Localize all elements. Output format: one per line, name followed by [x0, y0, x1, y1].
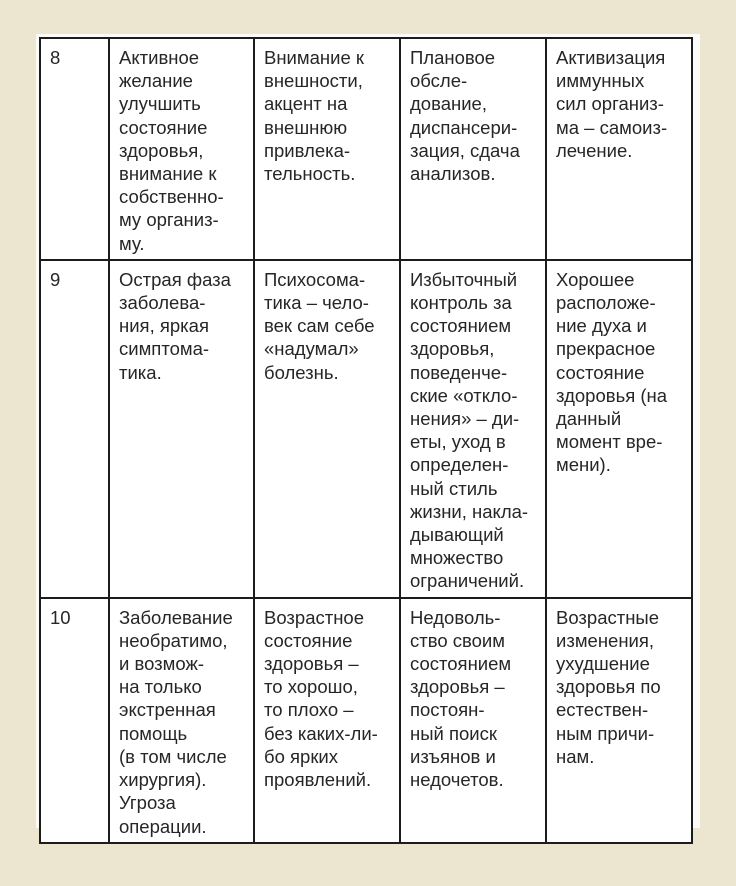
cell-text-line: акцент на [264, 93, 348, 115]
cell-text-line: нения» – ди- [410, 408, 520, 430]
row-number-text: 10 [50, 606, 71, 628]
cell-text-line: еты, уход в [410, 431, 506, 453]
cell-text-line: желание [119, 70, 193, 92]
cell-text-line: внешности, [264, 70, 363, 92]
table-cell [109, 598, 254, 843]
table-cell [400, 38, 546, 260]
cell-text-line: ские «откло- [410, 384, 518, 406]
cell-text-line: Хорошее [556, 268, 635, 290]
table-cell [254, 38, 400, 260]
cell-text-line: дование, [410, 93, 487, 115]
cell-text-line: сил организ- [556, 93, 664, 115]
cell-text-line: момент вре- [556, 431, 663, 453]
cell-text-line: ограничений. [410, 570, 525, 592]
cell-text-line: то хорошо, [264, 676, 358, 698]
cell-text-line: ние духа и [556, 315, 647, 337]
document-page [36, 34, 700, 837]
cell-text-line: то плохо – [264, 699, 354, 721]
cell-text-line: Угроза [119, 792, 176, 814]
cell-text-line: естествен- [556, 699, 649, 721]
cell-text-line: внимание к [119, 163, 217, 185]
cell-text-line: прекрасное [556, 338, 656, 360]
cell-text-line: операции. [119, 815, 207, 837]
cell-text-line: и возмож- [119, 653, 204, 675]
row-number [40, 38, 109, 260]
cell-text-line: состоянием [410, 315, 512, 337]
table-cell [254, 598, 400, 843]
cell-text-line: анализов. [410, 163, 496, 185]
cell-text-line: Внимание к [264, 47, 364, 68]
cell-text-line: здоровья, [119, 139, 204, 161]
cell-text-line: состояние [264, 629, 353, 651]
cell-text-line: мени). [556, 454, 611, 476]
cell-text-line: ство своим [410, 629, 505, 651]
cell-text-line: экстренная [119, 699, 216, 721]
table-cell [109, 38, 254, 260]
cell-text-line: постоян- [410, 699, 485, 721]
cell-text-line: изъянов и [410, 745, 496, 767]
cell-text-line: Активизация [556, 47, 666, 68]
cell-text-line: контроль за [410, 292, 512, 314]
cell-text-line: му организ- [119, 209, 219, 231]
cell-text-line: тика. [119, 361, 162, 383]
cell-text-line: собственно- [119, 186, 224, 208]
cell-text-line: Возрастное [264, 606, 364, 628]
cell-text-line: здоровья (на [556, 384, 668, 406]
cell-text-line: Плановое [410, 47, 496, 68]
cell-text-line: ный поиск [410, 722, 497, 744]
cell-text-line: тельность. [264, 163, 356, 185]
table-cell [546, 38, 692, 260]
cell-text-line: (в том числе [119, 745, 227, 767]
cell-text-line: внешнюю [264, 116, 348, 138]
cell-text-line: Избыточный [410, 268, 518, 290]
cell-text-line: нам. [556, 745, 595, 767]
cell-text-line: «надумал» [264, 338, 359, 360]
cell-text-line: Острая фаза [119, 268, 231, 290]
cell-text-line: привлека- [264, 139, 351, 161]
cell-text-line: состояние [119, 116, 208, 138]
table-cell [254, 260, 400, 598]
cell-text-line: поведенче- [410, 361, 508, 383]
cell-text-line: жизни, накла- [410, 500, 529, 522]
cell-text-line: здоровья, [410, 338, 495, 360]
row-number [40, 260, 109, 598]
cell-text-line: проявлений. [264, 769, 372, 791]
cell-text-line: ма – самоиз- [556, 116, 668, 138]
table-cell [546, 598, 692, 843]
cell-text-line: недочетов. [410, 769, 504, 791]
cell-text-line: век сам себе [264, 315, 375, 337]
cell-text-line: помощь [119, 722, 188, 744]
table-cell [109, 260, 254, 598]
cell-text-line: хирургия). [119, 769, 207, 791]
table-cell [400, 598, 546, 843]
cell-text-line: бо ярких [264, 745, 339, 767]
cell-text-line: здоровья – [264, 653, 359, 675]
table-body [40, 38, 692, 843]
cell-text-line: му. [119, 232, 145, 254]
cell-text-line: обсле- [410, 70, 468, 92]
cell-text-line: ный стиль [410, 477, 498, 499]
table-row [40, 260, 692, 598]
cell-text-line: Заболевание [119, 606, 233, 628]
table-cell [400, 260, 546, 598]
cell-text-line: Психосома- [264, 268, 366, 290]
cell-text-line: без каких-ли- [264, 722, 378, 744]
row-number [40, 598, 109, 843]
cell-text-line: здоровья по [556, 676, 661, 698]
cell-text-line: иммунных [556, 70, 645, 92]
cell-text-line: заболева- [119, 292, 206, 314]
cell-text-line: Возрастные [556, 606, 660, 628]
cell-text-line: диспансери- [410, 116, 518, 138]
cell-text-line: улучшить [119, 93, 201, 115]
table-row [40, 598, 692, 843]
table-row [40, 38, 692, 260]
cell-text-line: болезнь. [264, 361, 339, 383]
cell-text-line: тика – чело- [264, 292, 369, 314]
cell-text-line: Недоволь- [410, 606, 501, 628]
cell-text-line: изменения, [556, 629, 655, 651]
cell-text-line: симптома- [119, 338, 210, 360]
cell-text-line: зация, сдача [410, 139, 520, 161]
cell-text-line: Активное [119, 47, 200, 68]
cell-text-line: ния, яркая [119, 315, 209, 337]
cell-text-line: лечение. [556, 139, 633, 161]
cell-text-line: здоровья – [410, 676, 505, 698]
cell-text-line: определен- [410, 454, 509, 476]
cell-text-line: состоянием [410, 653, 512, 675]
cell-text-line: дывающий [410, 524, 504, 546]
table-cell [546, 260, 692, 598]
row-number-text: 8 [50, 47, 61, 68]
cell-text-line: ным причи- [556, 722, 655, 744]
cell-text-line: необратимо, [119, 629, 228, 651]
cell-text-line: данный [556, 408, 622, 430]
row-number-text: 9 [50, 268, 61, 290]
cell-text-line: расположе- [556, 292, 656, 314]
health-stages-table [39, 37, 693, 844]
cell-text-line: множество [410, 547, 504, 569]
cell-text-line: ухудшение [556, 653, 650, 675]
cell-text-line: состояние [556, 361, 645, 383]
cell-text-line: на только [119, 676, 202, 698]
